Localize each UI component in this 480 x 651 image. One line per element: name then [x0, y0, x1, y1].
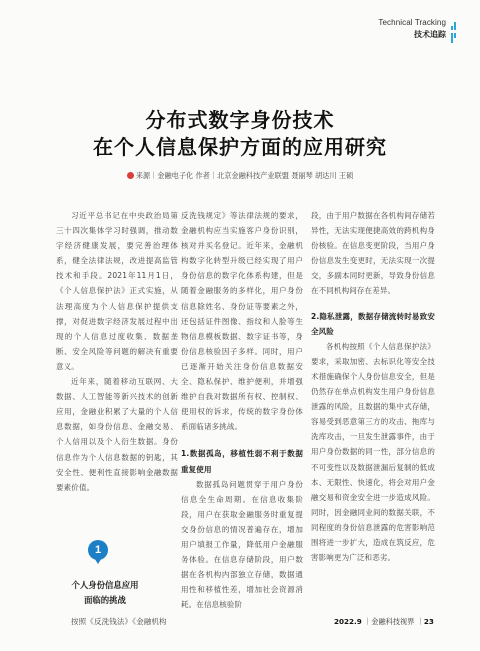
column-1: [56, 208, 178, 495]
column-1-tail: [56, 614, 178, 629]
magazine-name: 金融科技视界: [371, 617, 415, 626]
paragraph: 数据孤岛问题贯穿于用户身份信息全生命周期。在信息收集阶段，用户在获取金融服务时重复提交身份信息的情况普遍存在，增加用户填报工作量，降低用户金融服务体验。在信息存储阶段，用户数据在各机构内部独立存储，数据通用性和移植性差，增加社会资源消耗。在信息核验阶: [181, 479, 303, 610]
section-label-en: Technical Tracking: [378, 18, 446, 27]
section-heading-line2: 面临的挑战: [84, 595, 126, 605]
column-2: [181, 208, 303, 612]
byline-text: 来源｜金融电子化 作者｜北京金融科技产业联盟 聂丽琴 胡达川 王硕: [135, 171, 354, 180]
byline-dot-icon: [127, 172, 134, 179]
footer-separator: ｜: [364, 617, 372, 626]
badge-pointer-icon: [93, 556, 103, 564]
subheading: 2.隐私泄露，数据存储流转时易致安全风险: [311, 311, 435, 336]
subheading: 1.数据孤岛，移植性弱不利于数据重复使用: [181, 449, 303, 474]
page-footer: [334, 617, 434, 627]
issue-date: 2022.9: [334, 617, 362, 626]
article-title-line1: 分布式数字身份技术: [145, 108, 335, 132]
paragraph: 习近平总书记在中央政治局第三十四次集体学习时强调，推动数字经济健康发展，要完善治理体系，健全法律法规，改进提高监管技术和手段。2021年11月1日，《个人信息保护法》正式实施，从法理高度为个人信息保护提供支撑，对促进数字经济发展过程中出现的个人信息过度收集、数据垄断、安全风险等问题的解决有重要意义。: [56, 211, 178, 371]
section-number-badge: 1: [88, 540, 108, 560]
paragraph: 段，由于用户数据在各机构间存储若异性，无法实现便捷高效的跨机构身份核验。在信息变更阶段，当用户身份信息发生变更时，无法实现一次提交，多副本同时更新，导致身份信息在不同机构间存在差异。: [311, 211, 435, 296]
paragraph: 反洗钱规定》等法律法规的要求，金融机构应当实施客户身份识别，核对并买名登记。近年来，金融机构数字化转型升级已经实现了用户身份信息的数字化体系构建，但是随着金融服务的多样化，用户身份信息除姓名、身份证等要素之外，还包括证件图像、指纹和人脸等生物信息模板数据、数字证书等，身份信息核验因子多样。同时，用户已逐渐开始关注身份信息数据安全、隐私保护、维护便利，并增强维护自我对数据所有权、控制权、使用权的诉求，传统的数字身份体系面临诸多挑战。: [181, 211, 303, 432]
article-title-line2: 在个人信息保护方面的应用研究: [93, 135, 387, 159]
footer-separator: ｜: [416, 617, 424, 626]
page-number: 23: [423, 617, 434, 626]
section-heading-line1: 个人身份信息应用: [71, 580, 139, 590]
paragraph: 近年来，随着移动互联网、大数据、人工智能等新兴技术的创新应用，金融业积累了大量的个人信息数据，如身份信息、金融交易、个人信用以及个人衍生数据。身份信息作为个人信息数据的钥匙，其安全性、便利性直接影响金融数据要素价值。: [56, 377, 178, 492]
section-label-zh: 技术追踪: [414, 30, 446, 39]
byline: [0, 171, 480, 181]
paragraph: 各机构按照《个人信息保护法》要求，采取加密、去标识化等安全技术措施确保个人身份信息安全，但是仍然存在单点机构发生用户身份信息泄露的风险，且数据的集中式存储，容易受到恶意第三方的攻击、拖库与洗库攻击，一旦发生泄露事件，由于用户身份数据的同一性，部分信息的不可变性以及数据泄漏后复制的低成本、无限性、快速化，将会对用户金融交易和资金安全进一步造成风险。同时，因金融同业间的数据关联，不同程度的身份信息泄露的危害影响范围将进一步扩大，造成在筑反应，危害影响更为广泛和恶劣。: [311, 341, 435, 563]
paragraph: 按照《反洗钱法》《金融机构: [71, 617, 167, 626]
column-3: [311, 208, 435, 565]
